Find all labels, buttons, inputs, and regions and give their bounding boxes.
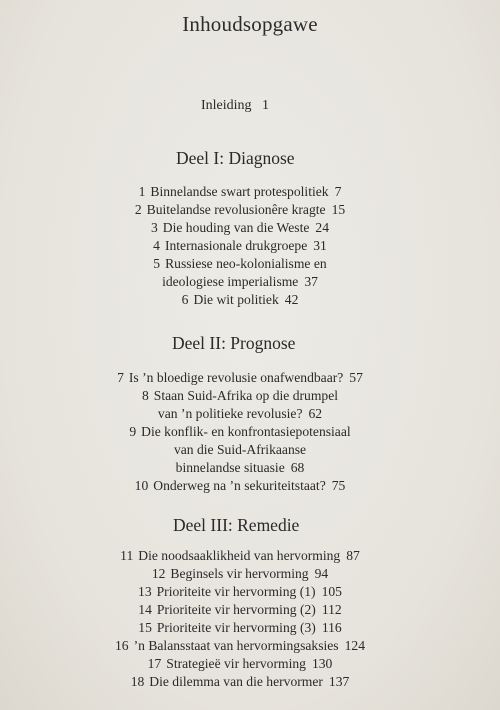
page-number: 68 [290,460,305,475]
chapter-number: 13 [138,584,152,599]
chapter-number: 14 [138,602,152,617]
chapter-title: Is ’n bloedige revolusie onafwendbaar? [128,370,344,385]
part-entries-2 [60,369,420,495]
intro-page: 1 [262,98,270,113]
toc-entry-line [60,405,420,423]
toc-entry-line [60,637,420,655]
toc-entry-line [60,673,420,691]
chapter-title: Prioriteite vir hervorming (2) [156,602,316,617]
chapter-title: Staan Suid-Afrika op die drumpel [153,388,339,403]
chapter-title: Buitelandse revolusionêre kragte [146,202,326,217]
page-number: 37 [304,274,318,289]
chapter-title: Die wit politiek [193,292,279,307]
chapter-title: Die konflik- en konfrontasiepotensiaal [141,424,351,439]
chapter-title: binnelandse situasie [175,460,285,475]
toc-entry-line [60,423,420,441]
chapter-number: 9 [129,424,137,439]
toc-entry-line [60,601,420,619]
page-title: Inhoudsopgawe [182,12,318,36]
page-number: 130 [311,656,333,671]
chapter-title: ideologiese imperialisme [162,274,299,289]
chapter-number: 16 [115,638,129,653]
chapter-title: Die dilemma van die hervormer [149,674,323,689]
chapter-number: 15 [138,620,152,635]
page-number: 87 [346,548,360,563]
page-number: 94 [314,566,329,581]
chapter-title: Die noodsaaklikheid van hervorming [138,548,341,563]
toc-entry-line [60,459,420,477]
toc-entry-line [60,291,420,309]
toc-entry-line [60,183,420,201]
chapter-title: van die Suid-Afrikaanse [173,442,307,457]
chapter-title: Internasionale drukgroepe [164,238,308,253]
chapter-title: Die houding van die Weste [162,220,310,235]
toc-entry-line [60,219,420,237]
page-number: 57 [349,370,363,385]
page-number: 112 [321,602,342,617]
chapter-number: 2 [134,202,142,217]
chapter-title: Prioriteite vir hervorming (3) [156,620,316,635]
page-number: 31 [313,238,327,253]
page-number: 137 [328,674,350,689]
toc-entry-line [60,565,420,583]
chapter-number: 17 [147,656,162,671]
part-heading-2: Deel II: Prognose [172,333,296,353]
chapter-title: Binnelandse swart protespolitiek [150,184,329,199]
chapter-number: 6 [181,292,189,307]
chapter-title: Strategieë vir hervorming [166,656,306,671]
chapter-number: 1 [138,184,146,199]
page-number: 62 [308,406,323,421]
chapter-number: 11 [120,548,134,563]
chapter-title: Onderweg na ’n sekuriteitstaat? [153,478,326,493]
chapter-number: 3 [150,220,158,235]
toc-entry-line [60,255,420,273]
chapter-number: 8 [141,388,149,403]
page-number: 7 [334,184,342,199]
intro-entry [0,98,470,114]
chapter-number: 5 [153,256,161,271]
toc-entry-line [60,655,420,673]
toc-entry-line [60,477,420,495]
page-number: 116 [321,620,342,635]
toc-entry-line [60,547,420,565]
chapter-number: 12 [151,566,166,581]
part-entries-1 [60,183,420,309]
toc-entry-line [60,619,420,637]
toc-entry-line [60,369,420,387]
page-number: 24 [315,220,330,235]
toc-entry-line [60,273,420,291]
toc-entry-line [60,441,420,459]
toc-entry-line [60,201,420,219]
toc-entry-line [60,583,420,601]
chapter-number: 10 [134,478,149,493]
toc-entry-line [60,237,420,255]
chapter-title: Beginsels vir hervorming [170,566,309,581]
chapter-title: ’n Balansstaat van hervormingsaksies [133,638,339,653]
chapter-number: 4 [153,238,160,253]
chapter-title: Russiese neo-kolonialisme en [165,256,327,271]
page-number: 105 [321,584,342,599]
chapter-number: 7 [117,370,124,385]
part-entries-3 [60,547,420,691]
part-heading-1: Deel I: Diagnose [176,148,295,168]
page-number: 42 [284,292,299,307]
chapter-title: Prioriteite vir hervorming (1) [156,584,316,599]
page-number: 75 [331,478,346,493]
page-number: 124 [344,638,365,653]
toc-entry-line [60,387,420,405]
part-heading-3: Deel III: Remedie [173,515,300,535]
chapter-number: 18 [130,674,145,689]
chapter-title: van ’n politieke revolusie? [157,406,303,421]
intro-label: Inleiding [200,98,252,113]
page-number: 15 [331,202,346,217]
